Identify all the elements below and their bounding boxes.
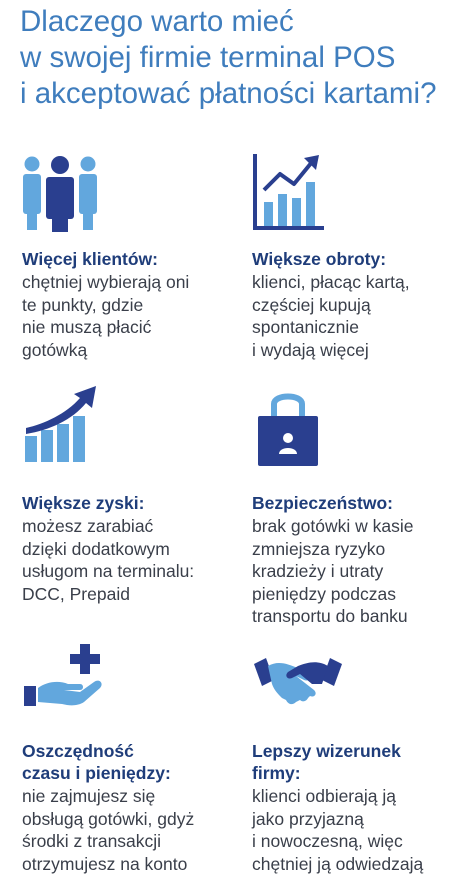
description-line: spontanicznie [252, 317, 360, 337]
benefit-heading [22, 740, 171, 784]
title-line-3: i akceptować płatności kartami? [20, 77, 437, 110]
handshake-icon [252, 654, 344, 710]
heading-line: Lepszy wizerunek [252, 741, 401, 761]
description-line: nie muszą płacić [22, 317, 152, 337]
description-line: otrzymujesz na konto [22, 853, 188, 874]
description-line: DCC, Prepaid [22, 583, 130, 604]
description-line: transportu do banku [252, 606, 408, 626]
description-line: nie zajmujesz się [22, 786, 156, 806]
benefit-higher-profits [22, 380, 227, 610]
benefit-description [22, 515, 194, 605]
benefit-security [252, 380, 457, 630]
benefit-description [252, 785, 423, 875]
people-icon [22, 154, 98, 232]
page-title [20, 4, 450, 112]
hand-plus-icon [22, 642, 108, 708]
description-line: możesz zarabiać [22, 516, 154, 536]
title-line-1: Dlaczego warto mieć [20, 5, 294, 38]
description-line: chętniej ją odwiedzają [252, 853, 424, 874]
description-line: klienci, płacąc kartą, [252, 272, 410, 292]
heading-line: firmy: [252, 763, 301, 783]
benefit-time-money-savings [22, 640, 227, 880]
description-line: jako przyjazną [252, 808, 364, 829]
benefit-description [252, 515, 413, 628]
heading-line: Więcej klientów: [22, 249, 158, 269]
padlock-icon [256, 388, 320, 468]
description-line: brak gotówki w kasie [252, 516, 414, 536]
heading-line: Oszczędność [22, 741, 134, 761]
description-line: zmniejsza ryzyko [252, 538, 386, 559]
heading-line: Większe zyski: [22, 493, 145, 513]
description-line: usługom na terminalu: [22, 561, 195, 581]
benefit-description [22, 785, 194, 875]
benefit-description [22, 271, 189, 361]
heading-line: Bezpieczeństwo: [252, 493, 393, 513]
benefit-heading [252, 740, 401, 784]
growth-chart-icon [252, 152, 326, 232]
benefit-higher-turnover [252, 150, 457, 360]
benefit-better-image [252, 640, 457, 880]
benefit-more-customers [22, 150, 227, 360]
description-line: te punkty, gdzie [22, 294, 144, 315]
title-line-2: w swojej firmie terminal POS [20, 41, 396, 74]
benefit-heading [252, 248, 386, 270]
heading-line: czasu i pieniędzy: [22, 763, 171, 783]
benefit-heading [252, 492, 393, 514]
description-line: częściej kupują [252, 294, 371, 315]
benefit-description [252, 271, 410, 361]
heading-line: Większe obroty: [252, 249, 387, 269]
description-line: pieniędzy podczas [252, 583, 396, 604]
description-line: gotówką [22, 339, 88, 360]
description-line: klienci odbierają ją [252, 786, 396, 806]
description-line: i wydają więcej [252, 339, 369, 360]
benefit-heading [22, 248, 158, 270]
rising-arrow-icon [22, 384, 102, 466]
description-line: środki z transakcji [22, 831, 162, 851]
description-line: obsługą gotówki, gdyż [22, 808, 195, 829]
description-line: chętniej wybierają oni [22, 272, 190, 292]
description-line: dzięki dodatkowym [22, 538, 170, 559]
benefit-heading [22, 492, 144, 514]
description-line: i nowoczesną, więc [252, 831, 403, 851]
description-line: kradzieży i utraty [252, 561, 384, 581]
